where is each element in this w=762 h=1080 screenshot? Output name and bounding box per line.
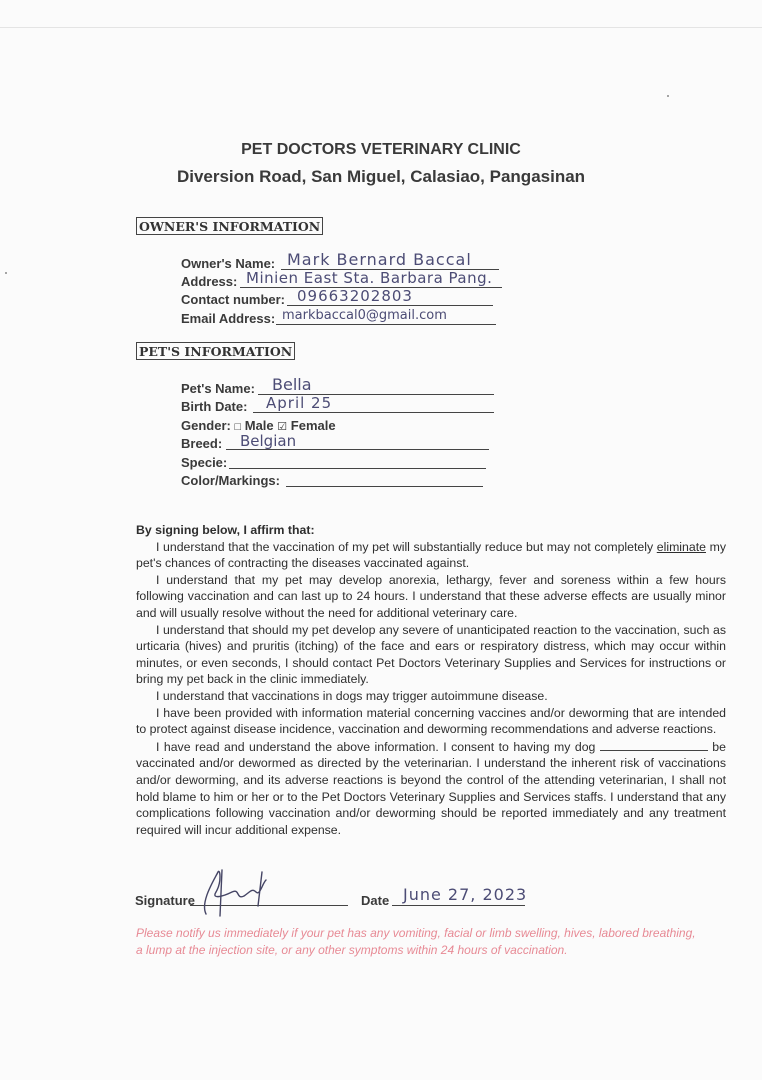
address-value: Minien East Sta. Barbara Pang. <box>246 269 493 287</box>
contact-number-label: Contact number: <box>181 292 285 307</box>
clinic-name: PET DOCTORS VETERINARY CLINIC <box>241 141 521 158</box>
contact-number-value: 09663202803 <box>297 287 413 305</box>
affirmation-p3: I understand that should my pet develop any severe of unanticipated reaction to the vaccination, such as urticaria (hives) and pruritis (itching) of the face and ears or respiratory distress, which may occur within minutes, or even seconds, I should contact Pet Doctors Veterinary Supplies and Services for instructions or bring my pet back in the clinic immediately. <box>136 622 726 687</box>
color-markings-label: Color/Markings: <box>181 473 280 488</box>
affirmation-p5: I have been provided with information material concerning vaccines and/or deworming that are intended to protect against disease incidence, vaccination and deworming recommendations and adverse reactions. <box>136 705 726 737</box>
scan-speck <box>667 95 669 97</box>
specie-line <box>229 468 486 469</box>
owner-name-label: Owner's Name: <box>181 256 276 271</box>
email-value: markbaccal0@gmail.com <box>282 308 447 323</box>
clinic-address: Diversion Road, San Miguel, Calasiao, Pangasinan <box>176 167 586 186</box>
notice-text: Please notify us immediately if your pet has any vomiting, facial or limb swelling, hives, labored breathing, a lump at the injection site, or any other symptoms within 24 hours of vaccination. <box>136 926 696 957</box>
male-checkbox-icon[interactable]: □ <box>234 421 242 433</box>
male-option: Male <box>244 418 274 433</box>
contact-number-line <box>287 305 493 306</box>
email-line <box>276 324 496 325</box>
gender-label: Gender: <box>181 418 231 433</box>
affirmation-p6: I have read and understand the above information. I consent to having my dog be vaccinated and/or dewormed as directed by the veterinarian. I understand the inherent risk of vaccinations and/or deworming, and its adverse reactions is beyond the control of the attending veterinarian, I shall not hold blame to him or her or to the Pet Doctors Veterinary Supplies and Services staffs. I understand that any complications following vaccination and/or deworming should be reported immediately and any treatment required will incur additional expense. <box>136 739 726 837</box>
date-line <box>392 905 525 906</box>
birth-date-line <box>253 412 494 413</box>
dog-name-blank[interactable] <box>600 738 708 751</box>
female-checkbox-icon[interactable]: ☑ <box>277 421 288 433</box>
pet-name-label: Pet's Name: <box>181 381 255 396</box>
date-label: Date <box>361 893 390 908</box>
breed-label: Breed: <box>181 436 223 451</box>
affirmation-heading: By signing below, I affirm that: <box>136 523 315 537</box>
specie-label: Specie: <box>181 455 228 470</box>
signature-label: Signature <box>135 893 195 908</box>
date-value: June 27, 2023 <box>403 885 528 904</box>
breed-value: Belgian <box>240 432 297 450</box>
pet-name-value: Bella <box>272 375 312 394</box>
scan-speck <box>5 272 7 274</box>
birth-date-value: April 25 <box>266 394 333 412</box>
owner-section-title: OWNER'S INFORMATION <box>136 217 323 235</box>
affirmation-p2: I understand that my pet may develop anorexia, lethargy, fever and soreness within a few hours following vaccination and can last up to 24 hours. I understand that these adverse effects are usually minor and will usually resolve without the need for additional veterinary care. <box>136 572 726 620</box>
female-option: Female <box>290 418 336 433</box>
signature-mark <box>196 862 286 920</box>
affirmation-body <box>136 522 726 838</box>
color-markings-line <box>286 486 483 487</box>
owner-name-value: Mark Bernard Baccal <box>287 250 472 269</box>
gender-row <box>181 418 336 433</box>
birth-date-label: Birth Date: <box>181 399 248 414</box>
address-label: Address: <box>181 274 238 289</box>
affirmation-p4: I understand that vaccinations in dogs may trigger autoimmune disease. <box>156 688 548 703</box>
pet-section-title: PET'S INFORMATION <box>136 342 295 360</box>
email-label: Email Address: <box>181 311 276 326</box>
page-top-edge <box>0 27 762 28</box>
affirmation-p1: I understand that the vaccination of my pet will substantially reduce but may not completely eliminate my pet's chances of contracting the diseases vaccinated against. <box>136 539 727 571</box>
